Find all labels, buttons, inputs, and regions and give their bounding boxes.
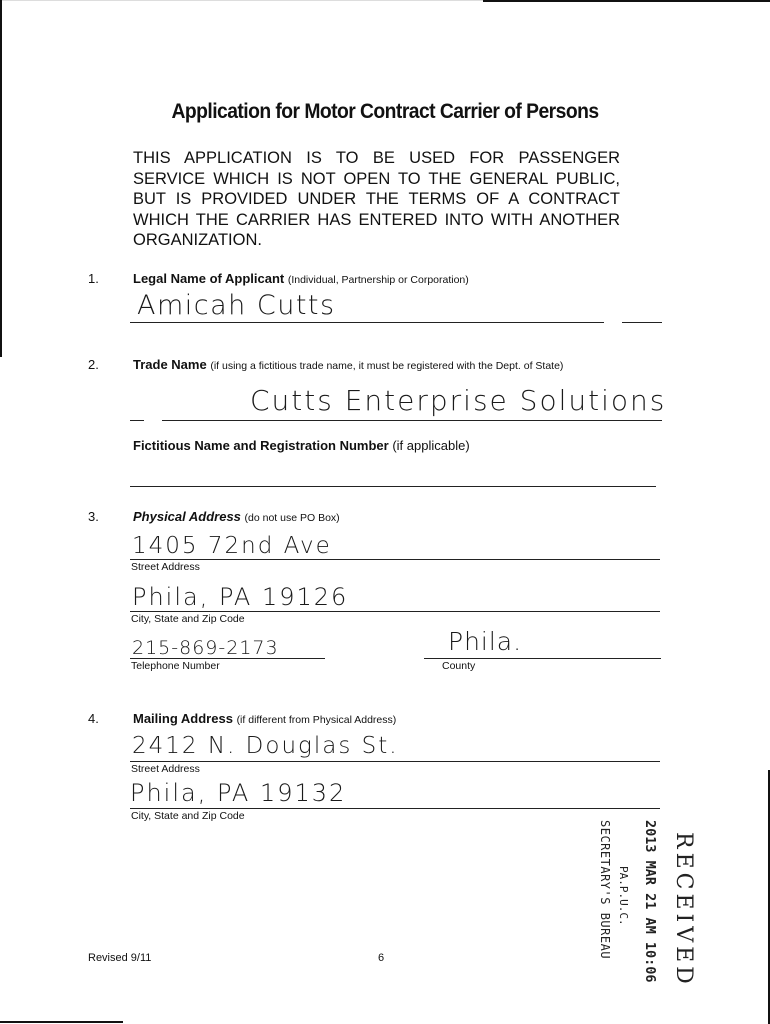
scan-edge-top	[0, 0, 483, 1]
physical-address-label: Physical Address	[133, 509, 241, 524]
question-2-number: 2.	[88, 357, 99, 372]
page-number: 6	[378, 952, 385, 964]
mailing-address-label: Mailing Address	[133, 711, 233, 726]
physical-address-note: (do not use PO Box)	[244, 512, 340, 524]
scan-edge-bottom	[0, 1021, 123, 1023]
fictitious-name-label: Fictitious Name and Registration Number	[133, 438, 389, 453]
phone-caption: Telephone Number	[131, 660, 220, 672]
scan-edge-left	[0, 0, 2, 357]
mailing-street-answer[interactable]: 2412 N. Douglas St.	[132, 733, 399, 759]
question-1-label-row	[133, 271, 469, 286]
stamp-bureau: SECRETARY'S BUREAU	[598, 820, 612, 960]
mailing-street-caption: Street Address	[131, 763, 200, 775]
mailing-street-line	[130, 761, 660, 762]
trade-name-line	[162, 420, 662, 421]
fictitious-name-line[interactable]	[130, 486, 656, 487]
trade-name-answer[interactable]: Cutts Enterprise Solutions	[250, 384, 667, 417]
physical-street-answer[interactable]: 1405 72nd Ave	[132, 533, 332, 559]
phone-line	[130, 658, 325, 659]
question-4-number: 4.	[88, 711, 99, 726]
county-answer[interactable]: Phila.	[448, 627, 523, 656]
fictitious-name-note: (if applicable)	[392, 438, 470, 453]
physical-street-caption: Street Address	[131, 561, 200, 573]
fictitious-name-label-row	[133, 438, 470, 453]
question-1-number: 1.	[88, 271, 99, 286]
stamp-agency: PA.P.U.C.	[617, 866, 630, 926]
received-stamp	[590, 818, 700, 988]
stamp-date: 2013 MAR 21 AM 10:06	[642, 820, 658, 983]
physical-city-caption: City, State and Zip Code	[131, 613, 245, 625]
legal-name-label: Legal Name of Applicant	[133, 271, 285, 286]
form-instructions: THIS APPLICATION IS TO BE USED FOR PASSENGER SERVICE WHICH IS NOT OPEN TO THE GENERAL PUBLIC, BUT IS PROVIDED UNDER THE TERMS OF A CONTRACT WHICH THE CARRIER HAS ENTERED INTO WITH ANOTHER ORGANIZATION.	[133, 149, 620, 250]
mailing-city-line	[130, 808, 660, 809]
physical-city-line	[130, 611, 660, 612]
county-line	[424, 658, 661, 659]
legal-name-line	[130, 322, 604, 323]
form-title: Application for Motor Contract Carrier of Persons	[171, 100, 599, 123]
trade-name-line-start	[130, 420, 144, 421]
revision-note: Revised 9/11	[88, 952, 152, 964]
county-caption: County	[442, 660, 476, 672]
mailing-city-caption: City, State and Zip Code	[131, 810, 245, 822]
trade-name-note: (if using a fictitious trade name, it must be registered with the Dept. of State)	[210, 360, 564, 372]
question-3-label-row	[133, 509, 340, 524]
legal-name-answer[interactable]: Amicah Cutts	[137, 290, 336, 321]
question-3-number: 3.	[88, 509, 99, 524]
phone-answer[interactable]: 215-869-2173	[132, 637, 279, 659]
question-2-label-row	[133, 357, 563, 372]
stamp-received: RECEIVED	[671, 832, 696, 988]
physical-city-answer[interactable]: Phila, PA 19126	[132, 583, 349, 611]
trade-name-label: Trade Name	[133, 357, 207, 372]
mailing-city-answer[interactable]: Phila, PA 19132	[130, 779, 347, 807]
question-4-label-row	[133, 711, 396, 726]
legal-name-line-end	[622, 322, 662, 323]
physical-street-line	[130, 559, 660, 560]
legal-name-note: (Individual, Partnership or Corporation)	[287, 274, 469, 286]
mailing-address-note: (if different from Physical Address)	[236, 714, 397, 726]
scan-edge-top-right	[483, 0, 770, 2]
